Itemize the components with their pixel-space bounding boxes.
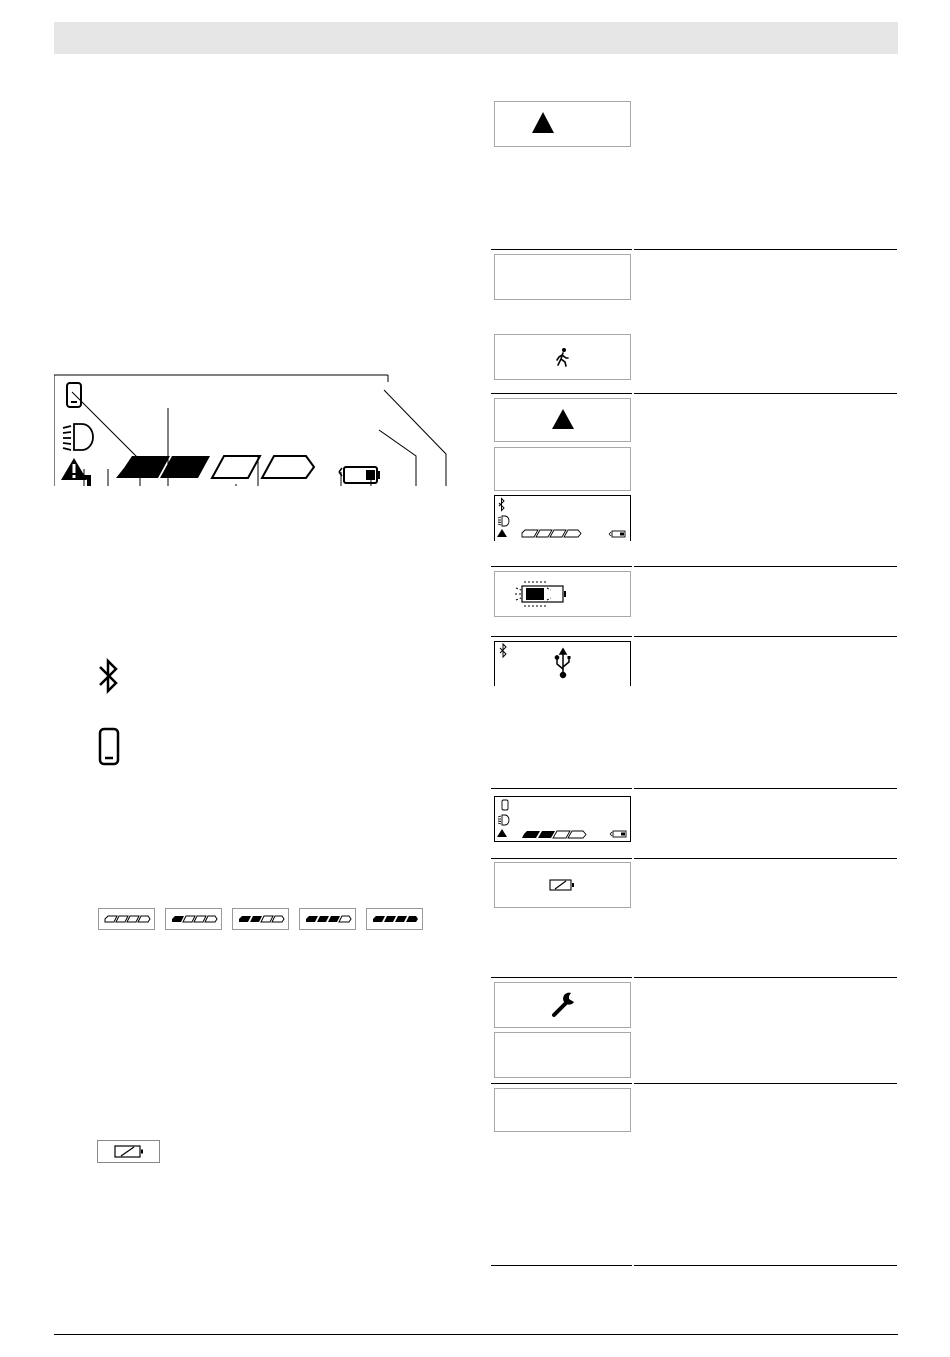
display-bluetooth-usb (494, 641, 631, 686)
assist-level-2 (232, 908, 289, 930)
assist-level-0 (98, 908, 155, 930)
display-service (494, 982, 631, 1028)
wrench-icon (495, 983, 630, 1027)
bluetooth-icon (96, 657, 122, 695)
display-battery-charging (494, 571, 631, 617)
display-battery-empty (494, 862, 631, 908)
header-bar (54, 22, 898, 54)
table-row-separator (491, 636, 897, 637)
assist-level-1 (165, 908, 222, 930)
smartphone-icon (67, 383, 81, 407)
warning-triangle-icon (495, 102, 630, 146)
display-blank-3 (494, 1032, 631, 1078)
battery-empty-indicator (97, 1140, 160, 1163)
display-status-two-levels (494, 796, 631, 842)
table-row-separator (491, 1083, 897, 1084)
headlight-icon (63, 424, 93, 450)
display-walk-assist (494, 334, 631, 380)
status-display (494, 495, 631, 541)
table-row-separator (491, 788, 897, 789)
battery-icon (339, 467, 380, 483)
table-row-separator (491, 249, 897, 250)
display-blank-2 (494, 447, 631, 491)
bluetooth-icon (500, 644, 506, 657)
assist-level-4 (366, 908, 423, 930)
table-row-separator (491, 858, 897, 859)
display-blank-4 (494, 1088, 631, 1132)
column-gap (632, 240, 634, 1280)
battery-charging-icon (495, 572, 630, 616)
table-row-separator (491, 566, 897, 567)
display-warning-2 (494, 398, 631, 442)
assistance-level-bar (116, 456, 314, 478)
assist-level-3 (299, 908, 356, 930)
main-display-diagram (54, 372, 454, 512)
display-blank (494, 254, 631, 300)
smartphone-icon (97, 727, 121, 767)
warning-service-icon (61, 458, 91, 486)
footer-rule (54, 1334, 898, 1335)
table-row-separator (491, 977, 897, 978)
warning-triangle-icon (495, 399, 630, 441)
walk-assist-icon (495, 335, 630, 379)
battery-empty-icon (495, 863, 630, 907)
usb-icon (555, 649, 570, 678)
table-row-separator (491, 1265, 897, 1266)
display-warning (494, 101, 631, 147)
table-row-separator (491, 393, 897, 394)
